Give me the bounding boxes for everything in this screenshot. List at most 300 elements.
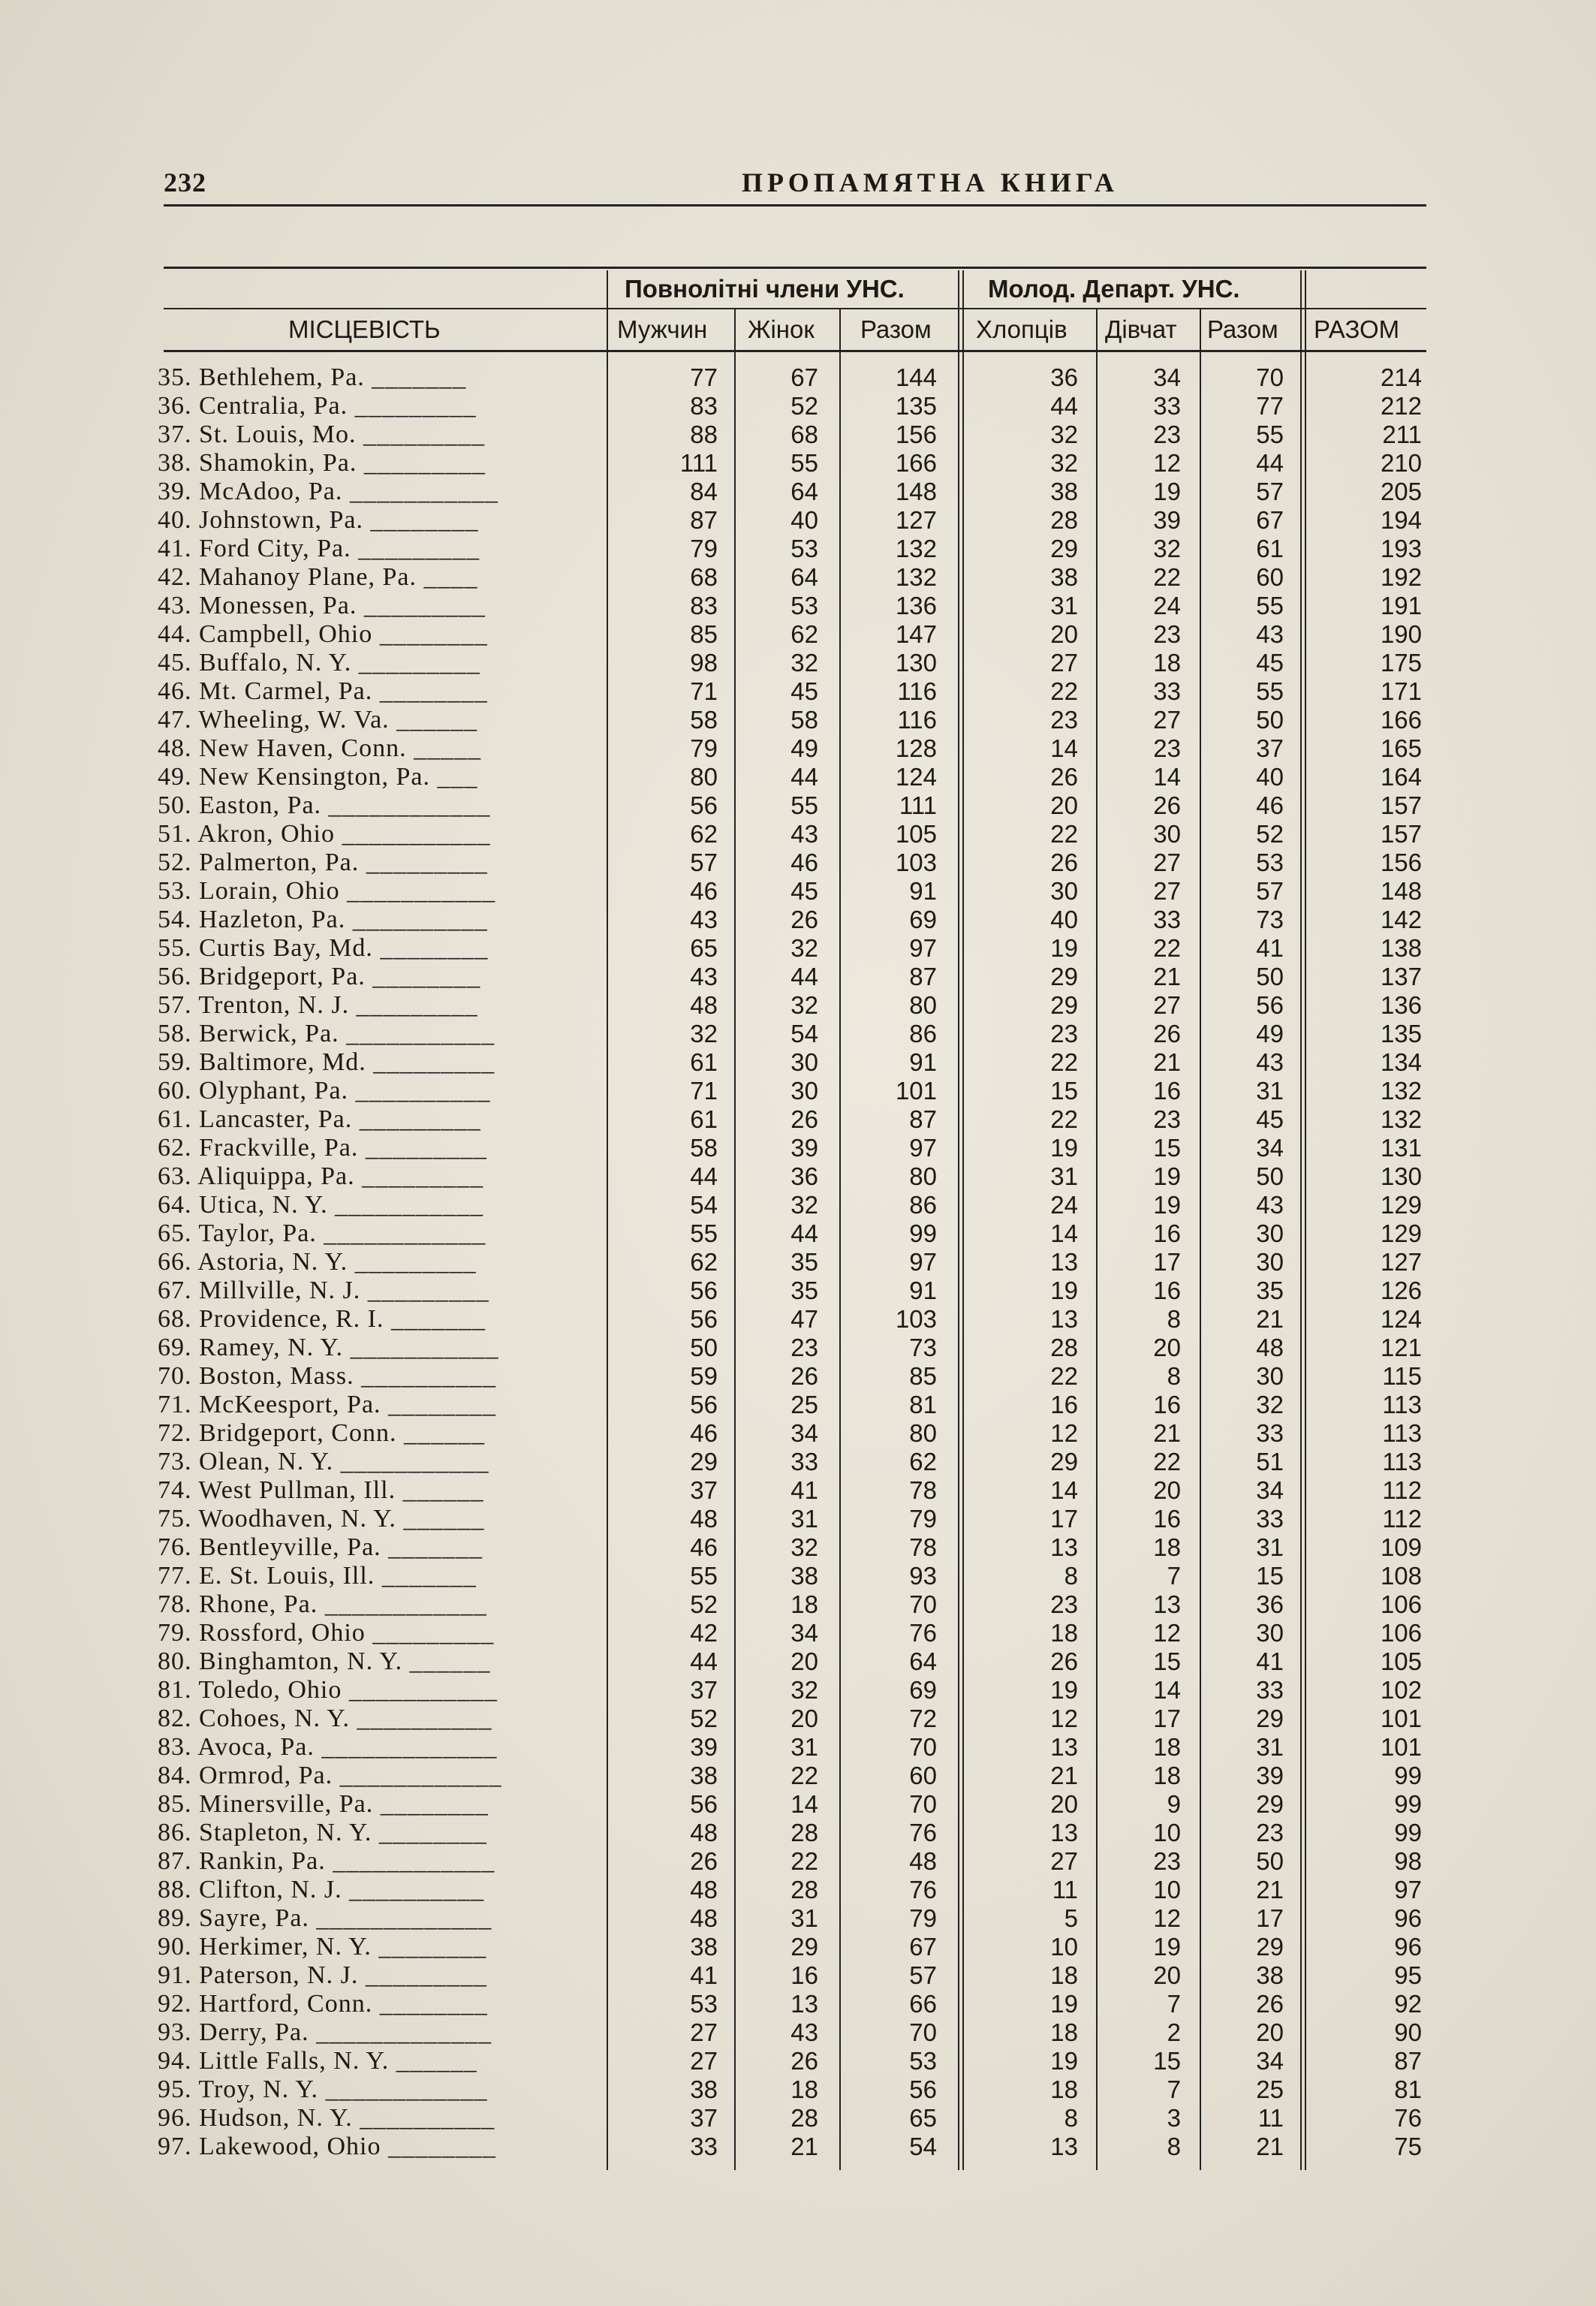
boys-cell: 30	[1050, 877, 1078, 905]
place-cell: 47. Wheeling, W. Va. ______	[158, 706, 478, 734]
men-cell: 111	[679, 449, 718, 477]
place-cell: 59. Baltimore, Md. _________	[158, 1048, 495, 1076]
women-cell: 28	[790, 1876, 818, 1904]
women-cell: 30	[790, 1048, 818, 1076]
ysum-cell: 55	[1256, 421, 1284, 448]
boys-cell: 29	[1050, 535, 1078, 562]
girls-cell: 23	[1153, 1105, 1181, 1133]
sum-cell: 97	[909, 1134, 937, 1162]
total-cell: 76	[1394, 2104, 1422, 2132]
place-cell: 65. Taylor, Pa. ____________	[158, 1219, 486, 1247]
table-row	[0, 2018, 1596, 2047]
sum-cell: 105	[895, 820, 937, 848]
sum-cell: 91	[909, 877, 937, 905]
table-row	[0, 1105, 1596, 1134]
sum-cell: 147	[895, 620, 937, 648]
ysum-cell: 21	[1256, 1876, 1284, 1904]
girls-cell: 8	[1167, 1362, 1181, 1390]
place-cell: 36. Centralia, Pa. _________	[158, 392, 477, 420]
place-cell: 37. St. Louis, Mo. _________	[158, 421, 486, 448]
sum-cell: 80	[909, 991, 937, 1019]
sum-cell: 60	[909, 1762, 937, 1789]
table-row	[0, 421, 1596, 449]
sum-cell: 86	[909, 1191, 937, 1219]
sum-cell: 66	[909, 1990, 937, 2018]
total-cell: 137	[1380, 963, 1422, 990]
sum-cell: 53	[909, 2047, 937, 2075]
ysum-cell: 30	[1256, 1248, 1284, 1276]
girls-cell: 33	[1153, 906, 1181, 933]
boys-cell: 32	[1050, 449, 1078, 477]
table-row	[0, 1277, 1596, 1305]
table-row	[0, 1619, 1596, 1647]
men-cell: 43	[690, 963, 718, 990]
table-row	[0, 1134, 1596, 1162]
total-cell: 81	[1394, 2075, 1422, 2103]
girls-cell: 27	[1153, 877, 1181, 905]
sum-cell: 97	[909, 934, 937, 962]
total-cell: 101	[1380, 1705, 1422, 1732]
boys-cell: 23	[1050, 706, 1078, 734]
girls-cell: 7	[1167, 2075, 1181, 2103]
boys-cell: 13	[1050, 1248, 1078, 1276]
boys-cell: 18	[1050, 1619, 1078, 1647]
men-cell: 85	[690, 620, 718, 648]
women-cell: 68	[790, 421, 818, 448]
ysum-cell: 41	[1256, 934, 1284, 962]
place-cell: 62. Frackville, Pa. _________	[158, 1134, 487, 1162]
girls-cell: 18	[1153, 649, 1181, 677]
ysum-cell: 21	[1256, 2133, 1284, 2160]
women-cell: 32	[790, 1533, 818, 1561]
ysum-cell: 30	[1256, 1219, 1284, 1247]
col-header-men: Мужчин	[617, 315, 708, 343]
men-cell: 58	[690, 706, 718, 734]
men-cell: 43	[690, 906, 718, 933]
men-cell: 71	[690, 1077, 718, 1105]
sum-cell: 130	[895, 649, 937, 677]
women-cell: 28	[790, 2104, 818, 2132]
ysum-cell: 46	[1256, 791, 1284, 819]
table-row	[0, 1904, 1596, 1933]
place-cell: 69. Ramey, N. Y. ___________	[158, 1334, 499, 1361]
total-cell: 124	[1380, 1305, 1422, 1333]
boys-cell: 11	[1052, 1876, 1078, 1904]
table-row	[0, 1219, 1596, 1248]
men-cell: 29	[690, 1448, 718, 1476]
table-row	[0, 1248, 1596, 1277]
boys-cell: 22	[1050, 820, 1078, 848]
girls-cell: 27	[1153, 706, 1181, 734]
men-cell: 27	[690, 2047, 718, 2075]
men-cell: 59	[690, 1362, 718, 1390]
total-cell: 192	[1380, 563, 1422, 591]
book-title: ПРОПАМЯТНА КНИГА	[742, 167, 1119, 197]
table-row	[0, 1762, 1596, 1790]
place-cell: 95. Troy, N. Y. ____________	[158, 2075, 488, 2103]
sum-cell: 76	[909, 1619, 937, 1647]
place-cell: 96. Hudson, N. Y. __________	[158, 2104, 495, 2132]
men-cell: 26	[690, 1847, 718, 1875]
ysum-cell: 20	[1256, 2018, 1284, 2046]
total-cell: 113	[1382, 1448, 1422, 1476]
ysum-cell: 31	[1256, 1733, 1284, 1761]
table-row	[0, 1191, 1596, 1219]
ysum-cell: 57	[1256, 478, 1284, 505]
men-cell: 52	[690, 1705, 718, 1732]
women-cell: 26	[790, 1362, 818, 1390]
total-cell: 166	[1380, 706, 1422, 734]
place-cell: 42. Mahanoy Plane, Pa. ____	[158, 563, 478, 591]
table-row	[0, 1362, 1596, 1391]
place-cell: 66. Astoria, N. Y. _________	[158, 1248, 477, 1276]
table-row	[0, 1419, 1596, 1448]
girls-cell: 2	[1167, 2018, 1181, 2046]
total-cell: 101	[1380, 1733, 1422, 1761]
table-row	[0, 592, 1596, 620]
total-cell: 102	[1380, 1676, 1422, 1704]
girls-cell: 17	[1153, 1705, 1181, 1732]
men-cell: 68	[690, 563, 718, 591]
total-cell: 112	[1382, 1476, 1422, 1504]
boys-cell: 18	[1050, 1961, 1078, 1989]
sum-cell: 69	[909, 906, 937, 933]
sum-cell: 103	[895, 1305, 937, 1333]
table-row	[0, 1733, 1596, 1762]
women-cell: 31	[790, 1904, 818, 1932]
women-cell: 53	[790, 535, 818, 562]
women-cell: 54	[790, 1020, 818, 1047]
total-cell: 87	[1394, 2047, 1422, 2075]
table-row	[0, 535, 1596, 563]
women-cell: 25	[790, 1391, 818, 1418]
women-cell: 43	[790, 2018, 818, 2046]
girls-cell: 8	[1167, 2133, 1181, 2160]
girls-cell: 16	[1153, 1505, 1181, 1533]
sum-cell: 86	[909, 1020, 937, 1047]
place-cell: 61. Lancaster, Pa. _________	[158, 1105, 481, 1133]
sum-cell: 72	[909, 1705, 937, 1732]
girls-cell: 13	[1153, 1590, 1181, 1618]
boys-cell: 27	[1050, 649, 1078, 677]
boys-cell: 14	[1050, 1219, 1078, 1247]
girls-cell: 12	[1153, 449, 1181, 477]
place-cell: 39. McAdoo, Pa. ___________	[158, 478, 498, 505]
place-cell: 51. Akron, Ohio ___________	[158, 820, 491, 848]
place-cell: 38. Shamokin, Pa. _________	[158, 449, 486, 477]
sum-cell: 70	[909, 1590, 937, 1618]
women-cell: 44	[790, 763, 818, 791]
girls-cell: 15	[1153, 1647, 1181, 1675]
place-cell: 55. Curtis Bay, Md. ________	[158, 934, 489, 962]
girls-cell: 19	[1153, 1162, 1181, 1190]
table-row	[0, 1933, 1596, 1961]
total-cell: 121	[1380, 1334, 1422, 1361]
total-cell: 112	[1382, 1505, 1422, 1533]
table-row	[0, 1819, 1596, 1847]
ysum-cell: 38	[1256, 1961, 1284, 1989]
women-cell: 33	[790, 1448, 818, 1476]
table-row	[0, 1334, 1596, 1362]
ysum-cell: 50	[1256, 1847, 1284, 1875]
ysum-cell: 30	[1256, 1619, 1284, 1647]
table-row	[0, 563, 1596, 592]
total-cell: 129	[1380, 1191, 1422, 1219]
boys-cell: 31	[1050, 592, 1078, 619]
table-row	[0, 1990, 1596, 2018]
men-cell: 27	[690, 2018, 718, 2046]
place-cell: 44. Campbell, Ohio ________	[158, 620, 488, 648]
place-cell: 70. Boston, Mass. __________	[158, 1362, 497, 1390]
table-row	[0, 820, 1596, 849]
table-row	[0, 1048, 1596, 1077]
total-cell: 205	[1380, 478, 1422, 505]
place-cell: 50. Easton, Pa. ____________	[158, 791, 491, 819]
men-cell: 44	[690, 1162, 718, 1190]
table-row	[0, 1077, 1596, 1105]
men-cell: 55	[690, 1219, 718, 1247]
girls-cell: 12	[1153, 1619, 1181, 1647]
table-row	[0, 791, 1596, 820]
total-cell: 165	[1380, 734, 1422, 762]
sum-cell: 135	[895, 392, 937, 420]
sum-cell: 87	[909, 1105, 937, 1133]
girls-cell: 18	[1153, 1762, 1181, 1789]
ysum-cell: 30	[1256, 1362, 1284, 1390]
men-cell: 80	[690, 763, 718, 791]
table-row	[0, 906, 1596, 934]
boys-cell: 29	[1050, 991, 1078, 1019]
sum-cell: 65	[909, 2104, 937, 2132]
place-cell: 83. Avoca, Pa. _____________	[158, 1733, 498, 1761]
girls-cell: 16	[1153, 1391, 1181, 1418]
table-row	[0, 734, 1596, 763]
ysum-cell: 36	[1256, 1590, 1284, 1618]
place-cell: 52. Palmerton, Pa. _________	[158, 849, 488, 876]
sum-cell: 87	[909, 963, 937, 990]
boys-cell: 26	[1050, 1647, 1078, 1675]
men-cell: 48	[690, 1876, 718, 1904]
place-cell: 48. New Haven, Conn. _____	[158, 734, 482, 762]
women-cell: 32	[790, 991, 818, 1019]
table-row	[0, 706, 1596, 734]
ysum-cell: 57	[1256, 877, 1284, 905]
place-cell: 67. Millville, N. J. _________	[158, 1277, 489, 1304]
sum-cell: 78	[909, 1476, 937, 1504]
boys-cell: 24	[1050, 1191, 1078, 1219]
place-cell: 54. Hazleton, Pa. __________	[158, 906, 488, 933]
women-cell: 30	[790, 1077, 818, 1105]
table-row	[0, 877, 1596, 906]
sum-cell: 64	[909, 1647, 937, 1675]
ysum-cell: 39	[1256, 1762, 1284, 1789]
men-cell: 44	[690, 1647, 718, 1675]
girls-cell: 15	[1153, 2047, 1181, 2075]
sum-cell: 156	[895, 421, 937, 448]
table-row	[0, 1705, 1596, 1733]
place-cell: 93. Derry, Pa. _____________	[158, 2018, 492, 2046]
ysum-cell: 41	[1256, 1647, 1284, 1675]
total-cell: 157	[1380, 820, 1422, 848]
place-cell: 35. Bethlehem, Pa. _______	[158, 363, 467, 391]
table-row	[0, 1448, 1596, 1476]
ysum-cell: 29	[1256, 1790, 1284, 1818]
place-cell: 84. Ormrod, Pa. ____________	[158, 1762, 502, 1789]
girls-cell: 22	[1153, 563, 1181, 591]
men-cell: 79	[690, 734, 718, 762]
youth-department-header: Молод. Департ. УНС.	[988, 275, 1240, 303]
ysum-cell: 21	[1256, 1305, 1284, 1333]
total-cell: 108	[1380, 1562, 1422, 1590]
sum-cell: 116	[897, 677, 937, 705]
women-cell: 22	[790, 1762, 818, 1789]
boys-cell: 19	[1050, 934, 1078, 962]
place-cell: 45. Buffalo, N. Y. _________	[158, 649, 480, 677]
men-cell: 87	[690, 506, 718, 534]
table-row	[0, 1305, 1596, 1334]
ysum-cell: 26	[1256, 1990, 1284, 2018]
women-cell: 21	[790, 2133, 818, 2160]
ysum-cell: 11	[1257, 2104, 1284, 2132]
sum-cell: 144	[895, 363, 937, 391]
table-row	[0, 1391, 1596, 1419]
women-cell: 31	[790, 1505, 818, 1533]
sum-cell: 56	[909, 2075, 937, 2103]
women-cell: 35	[790, 1248, 818, 1276]
boys-cell: 23	[1050, 1590, 1078, 1618]
boys-cell: 19	[1050, 1990, 1078, 2018]
total-cell: 131	[1380, 1134, 1422, 1162]
place-cell: 41. Ford City, Pa. _________	[158, 535, 480, 562]
place-cell: 89. Sayre, Pa. _____________	[158, 1904, 492, 1932]
boys-cell: 13	[1050, 1533, 1078, 1561]
table-row	[0, 2104, 1596, 2133]
boys-cell: 8	[1064, 1562, 1078, 1590]
girls-cell: 39	[1153, 506, 1181, 534]
women-cell: 26	[790, 2047, 818, 2075]
total-cell: 142	[1380, 906, 1422, 933]
total-cell: 126	[1380, 1277, 1422, 1304]
women-cell: 67	[790, 363, 818, 391]
place-cell: 63. Aliquippa, Pa. _________	[158, 1162, 484, 1190]
girls-cell: 20	[1153, 1961, 1181, 1989]
ysum-cell: 32	[1256, 1391, 1284, 1418]
men-cell: 56	[690, 1391, 718, 1418]
place-cell: 76. Bentleyville, Pa. _______	[158, 1533, 483, 1561]
table-row	[0, 620, 1596, 649]
table-row	[0, 677, 1596, 706]
sum-cell: 79	[909, 1505, 937, 1533]
total-cell: 130	[1380, 1162, 1422, 1190]
men-cell: 53	[690, 1990, 718, 2018]
ysum-cell: 29	[1256, 1933, 1284, 1961]
total-cell: 193	[1380, 535, 1422, 562]
ysum-cell: 43	[1256, 620, 1284, 648]
place-cell: 85. Minersville, Pa. ________	[158, 1790, 489, 1818]
men-cell: 79	[690, 535, 718, 562]
girls-cell: 21	[1153, 963, 1181, 990]
ysum-cell: 45	[1256, 649, 1284, 677]
sum-cell: 148	[895, 478, 937, 505]
girls-cell: 12	[1153, 1904, 1181, 1932]
girls-cell: 20	[1153, 1334, 1181, 1361]
women-cell: 62	[790, 620, 818, 648]
boys-cell: 13	[1050, 1733, 1078, 1761]
girls-cell: 34	[1153, 363, 1181, 391]
ysum-cell: 15	[1256, 1562, 1284, 1590]
men-cell: 83	[690, 392, 718, 420]
men-cell: 52	[690, 1590, 718, 1618]
boys-cell: 23	[1050, 1020, 1078, 1047]
header-bottom-rule	[164, 350, 1426, 352]
girls-cell: 10	[1153, 1876, 1181, 1904]
women-cell: 45	[790, 877, 818, 905]
men-cell: 83	[690, 592, 718, 619]
total-cell: 99	[1394, 1790, 1422, 1818]
women-cell: 38	[790, 1562, 818, 1590]
girls-cell: 26	[1153, 791, 1181, 819]
sum-cell: 79	[909, 1904, 937, 1932]
girls-cell: 27	[1153, 991, 1181, 1019]
women-cell: 18	[790, 1590, 818, 1618]
boys-cell: 31	[1050, 1162, 1078, 1190]
sum-cell: 85	[909, 1362, 937, 1390]
table-row	[0, 1647, 1596, 1676]
boys-cell: 38	[1050, 478, 1078, 505]
men-cell: 77	[690, 363, 718, 391]
men-cell: 56	[690, 1305, 718, 1333]
place-cell: 72. Bridgeport, Conn. ______	[158, 1419, 485, 1447]
girls-cell: 16	[1153, 1219, 1181, 1247]
sum-cell: 91	[909, 1277, 937, 1304]
col-header-sum: Разом	[860, 315, 932, 343]
men-cell: 88	[690, 421, 718, 448]
boys-cell: 19	[1050, 1277, 1078, 1304]
total-cell: 132	[1380, 1077, 1422, 1105]
women-cell: 34	[790, 1619, 818, 1647]
boys-cell: 13	[1050, 2133, 1078, 2160]
table-row	[0, 2047, 1596, 2075]
table-row	[0, 1505, 1596, 1533]
men-cell: 56	[690, 1277, 718, 1304]
table-row	[0, 1562, 1596, 1590]
col-header-youth-sum: Разом	[1207, 315, 1278, 343]
girls-cell: 8	[1167, 1305, 1181, 1333]
women-cell: 34	[790, 1419, 818, 1447]
women-cell: 23	[790, 1334, 818, 1361]
girls-cell: 14	[1153, 763, 1181, 791]
total-cell: 132	[1380, 1105, 1422, 1133]
men-cell: 65	[690, 934, 718, 962]
men-cell: 58	[690, 1134, 718, 1162]
header-mid-rule	[164, 308, 1426, 309]
total-cell: 129	[1380, 1219, 1422, 1247]
total-cell: 211	[1382, 421, 1422, 448]
ysum-cell: 25	[1256, 2075, 1284, 2103]
men-cell: 50	[690, 1334, 718, 1361]
ysum-cell: 49	[1256, 1020, 1284, 1047]
boys-cell: 8	[1064, 2104, 1078, 2132]
boys-cell: 10	[1050, 1933, 1078, 1961]
girls-cell: 16	[1153, 1277, 1181, 1304]
women-cell: 35	[790, 1277, 818, 1304]
ysum-cell: 34	[1256, 1134, 1284, 1162]
girls-cell: 23	[1153, 620, 1181, 648]
ysum-cell: 56	[1256, 991, 1284, 1019]
boys-cell: 22	[1050, 677, 1078, 705]
girls-cell: 22	[1153, 934, 1181, 962]
women-cell: 64	[790, 478, 818, 505]
